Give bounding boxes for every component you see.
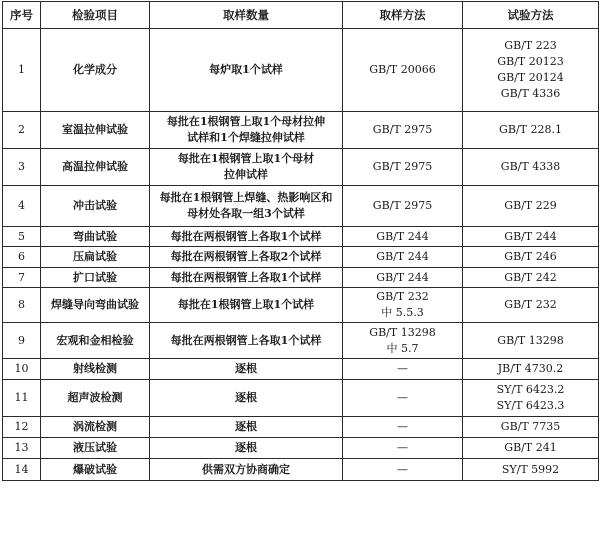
table-row bbox=[3, 438, 599, 459]
sampling-method-cell bbox=[343, 268, 463, 288]
sampling-method-cell bbox=[343, 149, 463, 186]
sampling-method-cell bbox=[343, 359, 463, 380]
serial-no-cell: 11 bbox=[3, 380, 41, 417]
table-row bbox=[3, 29, 599, 112]
sampling-quantity-cell-line: 每炉取1个试样 bbox=[209, 63, 283, 76]
inspection-item-cell: 超声波检测 bbox=[41, 380, 150, 417]
test-method-cell bbox=[463, 417, 599, 438]
sampling-quantity-cell-line: 每批在两根钢管上各取2个试样 bbox=[170, 250, 322, 263]
test-method-cell bbox=[463, 288, 599, 323]
header-sampling-quantity: 取样数量 bbox=[150, 2, 343, 29]
table-row bbox=[3, 268, 599, 288]
serial-no-cell: 4 bbox=[3, 186, 41, 227]
sampling-quantity-cell bbox=[150, 227, 343, 247]
sampling-method-cell bbox=[343, 247, 463, 268]
sampling-quantity-cell bbox=[150, 380, 343, 417]
sampling-quantity-cell-line: 每批在1根钢管上取1个母材拉伸 bbox=[166, 115, 326, 128]
test-method-cell-line: JB/T 4730.2 bbox=[497, 362, 564, 375]
table-row bbox=[3, 288, 599, 323]
sampling-quantity-cell-line: 每批在两根钢管上各取1个试样 bbox=[170, 229, 322, 243]
sampling-quantity-cell-line: 每批在1根钢管上焊缝、热影响区和 bbox=[159, 191, 333, 204]
test-method-cell-line: GB/T 20124 bbox=[497, 71, 564, 84]
test-method-cell-line: GB/T 246 bbox=[504, 250, 557, 263]
test-method-cell-line: GB/T 232 bbox=[504, 298, 557, 311]
header-test-method: 试验方法 bbox=[463, 2, 599, 29]
header-row bbox=[3, 2, 599, 29]
test-method-cell bbox=[463, 112, 599, 149]
serial-no-cell: 9 bbox=[3, 323, 41, 359]
inspection-item-cell: 压扁试验 bbox=[41, 247, 150, 268]
sampling-quantity-cell bbox=[150, 417, 343, 438]
inspection-item-cell: 高温拉伸试验 bbox=[41, 149, 150, 186]
test-method-cell bbox=[463, 459, 599, 481]
sampling-quantity-cell-line: 每批在1根钢管上取1个试样 bbox=[177, 298, 315, 311]
sampling-method-cell-line: GB/T 232 bbox=[376, 290, 429, 303]
sampling-method-cell-line: — bbox=[397, 420, 408, 433]
header-inspection-item: 检验项目 bbox=[41, 2, 150, 29]
test-method-cell-line: SY/T 6423.2 bbox=[496, 383, 565, 396]
inspection-table bbox=[2, 1, 599, 481]
test-method-cell bbox=[463, 29, 599, 112]
table-row bbox=[3, 417, 599, 438]
test-method-cell bbox=[463, 149, 599, 186]
serial-no-cell: 2 bbox=[3, 112, 41, 149]
sampling-quantity-cell-line: 供需双方协商确定 bbox=[202, 462, 290, 476]
inspection-item-cell: 室温拉伸试验 bbox=[41, 112, 150, 149]
header-sampling-method: 取样方法 bbox=[343, 2, 463, 29]
inspection-item-cell: 涡流检测 bbox=[41, 417, 150, 438]
sampling-method-cell bbox=[343, 227, 463, 247]
inspection-item-cell: 液压试验 bbox=[41, 438, 150, 459]
sampling-quantity-cell bbox=[150, 149, 343, 186]
test-method-cell-line: GB/T 223 bbox=[504, 39, 557, 52]
sampling-quantity-cell-line: 逐根 bbox=[235, 441, 257, 454]
sampling-quantity-cell-line: 试样和1个焊缝拉伸试样 bbox=[187, 131, 305, 144]
sampling-quantity-cell-line: 每批在两根钢管上各取1个试样 bbox=[170, 333, 322, 347]
test-method-cell-line: GB/T 242 bbox=[504, 270, 557, 284]
sampling-quantity-cell-line: 逐根 bbox=[235, 391, 257, 404]
table-row bbox=[3, 227, 599, 247]
sampling-quantity-cell bbox=[150, 247, 343, 268]
sampling-quantity-cell bbox=[150, 29, 343, 112]
test-method-cell-line: GB/T 20123 bbox=[497, 55, 564, 68]
table-row bbox=[3, 323, 599, 359]
test-method-cell bbox=[463, 186, 599, 227]
sampling-method-cell-line: GB/T 244 bbox=[376, 229, 429, 243]
header-serial-no: 序号 bbox=[3, 2, 41, 29]
sampling-quantity-cell bbox=[150, 186, 343, 227]
sampling-method-cell-line: GB/T 2975 bbox=[372, 160, 433, 173]
test-method-cell-line: GB/T 7735 bbox=[500, 420, 561, 433]
test-method-cell bbox=[463, 247, 599, 268]
serial-no-cell: 5 bbox=[3, 227, 41, 247]
sampling-method-cell bbox=[343, 380, 463, 417]
sampling-quantity-cell bbox=[150, 323, 343, 359]
sampling-method-cell-line: — bbox=[397, 462, 408, 476]
test-method-cell-line: GB/T 244 bbox=[504, 229, 557, 243]
test-method-cell bbox=[463, 438, 599, 459]
serial-no-cell: 10 bbox=[3, 359, 41, 380]
sampling-method-cell bbox=[343, 323, 463, 359]
sampling-quantity-cell-line: 逐根 bbox=[235, 362, 257, 375]
sampling-method-cell bbox=[343, 459, 463, 481]
table-row bbox=[3, 359, 599, 380]
inspection-item-cell: 扩口试验 bbox=[41, 268, 150, 288]
sampling-method-cell-line: GB/T 2975 bbox=[372, 199, 433, 212]
serial-no-cell: 13 bbox=[3, 438, 41, 459]
sampling-method-cell bbox=[343, 438, 463, 459]
test-method-cell-line: GB/T 13298 bbox=[497, 333, 564, 347]
sampling-quantity-cell bbox=[150, 459, 343, 481]
serial-no-cell: 1 bbox=[3, 29, 41, 112]
inspection-item-cell: 宏观和金相检验 bbox=[41, 323, 150, 359]
table-row bbox=[3, 112, 599, 149]
serial-no-cell: 3 bbox=[3, 149, 41, 186]
sampling-quantity-cell bbox=[150, 268, 343, 288]
sampling-method-cell-line: GB/T 13298 bbox=[369, 325, 436, 339]
sampling-method-cell-line: — bbox=[397, 391, 408, 404]
sampling-quantity-cell-line: 逐根 bbox=[235, 420, 257, 433]
serial-no-cell: 7 bbox=[3, 268, 41, 288]
table-row bbox=[3, 247, 599, 268]
inspection-item-cell: 射线检测 bbox=[41, 359, 150, 380]
sampling-method-cell-line: 中 5.5.3 bbox=[381, 306, 424, 319]
inspection-item-cell: 焊缝导向弯曲试验 bbox=[41, 288, 150, 323]
sampling-method-cell bbox=[343, 186, 463, 227]
table-body bbox=[3, 29, 599, 481]
sampling-method-cell bbox=[343, 112, 463, 149]
inspection-item-cell: 化学成分 bbox=[41, 29, 150, 112]
sampling-quantity-cell bbox=[150, 438, 343, 459]
sampling-quantity-cell-line: 每批在1根钢管上取1个母材 bbox=[177, 152, 315, 165]
inspection-item-cell: 爆破试验 bbox=[41, 459, 150, 481]
test-method-cell-line: SY/T 5992 bbox=[501, 462, 560, 476]
table-row bbox=[3, 186, 599, 227]
sampling-method-cell bbox=[343, 29, 463, 112]
sampling-quantity-cell-line: 拉伸试样 bbox=[224, 168, 268, 181]
table-row bbox=[3, 149, 599, 186]
serial-no-cell: 12 bbox=[3, 417, 41, 438]
serial-no-cell: 14 bbox=[3, 459, 41, 481]
test-method-cell bbox=[463, 268, 599, 288]
table-row bbox=[3, 380, 599, 417]
sampling-quantity-cell-line: 母材处各取一组3个试样 bbox=[187, 207, 305, 220]
sampling-quantity-cell bbox=[150, 112, 343, 149]
sampling-method-cell bbox=[343, 288, 463, 323]
sampling-quantity-cell-line: 每批在两根钢管上各取1个试样 bbox=[170, 270, 322, 284]
sampling-method-cell bbox=[343, 417, 463, 438]
test-method-cell bbox=[463, 380, 599, 417]
serial-no-cell: 8 bbox=[3, 288, 41, 323]
test-method-cell bbox=[463, 359, 599, 380]
sampling-quantity-cell bbox=[150, 359, 343, 380]
test-method-cell-line: GB/T 4336 bbox=[500, 87, 561, 100]
sampling-quantity-cell bbox=[150, 288, 343, 323]
inspection-item-cell: 弯曲试验 bbox=[41, 227, 150, 247]
test-method-cell bbox=[463, 323, 599, 359]
test-method-cell-line: GB/T 228.1 bbox=[499, 123, 562, 136]
sampling-method-cell-line: 中 5.7 bbox=[386, 341, 419, 355]
test-method-cell-line: SY/T 6423.3 bbox=[496, 399, 565, 412]
table-row bbox=[3, 459, 599, 481]
sampling-method-cell-line: GB/T 20066 bbox=[369, 63, 436, 76]
sampling-method-cell-line: GB/T 244 bbox=[376, 250, 429, 263]
test-method-cell bbox=[463, 227, 599, 247]
test-method-cell-line: GB/T 241 bbox=[504, 441, 557, 454]
serial-no-cell: 6 bbox=[3, 247, 41, 268]
sampling-method-cell-line: — bbox=[397, 441, 408, 454]
sampling-method-cell-line: — bbox=[397, 362, 408, 375]
sampling-method-cell-line: GB/T 2975 bbox=[372, 123, 433, 136]
inspection-item-cell: 冲击试验 bbox=[41, 186, 150, 227]
test-method-cell-line: GB/T 229 bbox=[504, 199, 557, 212]
sampling-method-cell-line: GB/T 244 bbox=[376, 270, 429, 284]
test-method-cell-line: GB/T 4338 bbox=[500, 160, 561, 173]
